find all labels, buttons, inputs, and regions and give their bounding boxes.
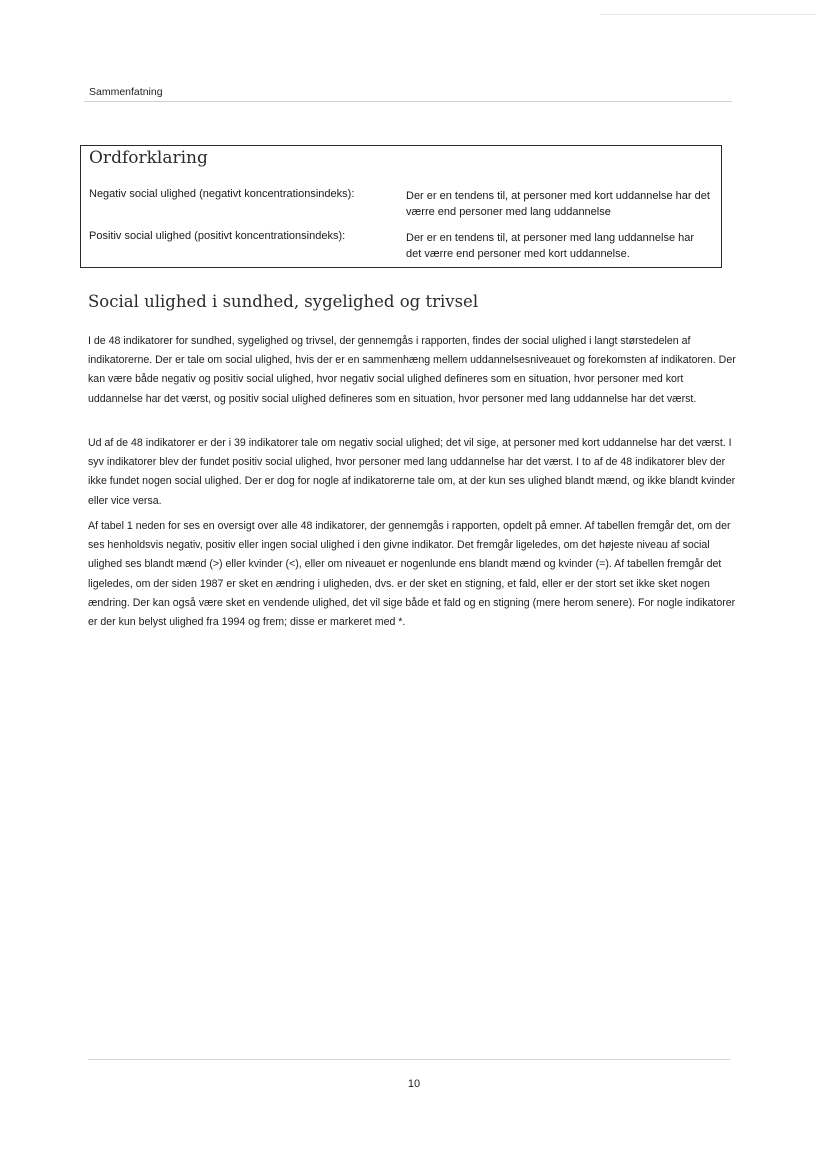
glossary-term-positive: Positiv social ulighed (positivt koncentrationsindeks): [89, 230, 346, 242]
footer-divider [88, 1059, 730, 1060]
body-paragraph: Ud af de 48 indikatorer er der i 39 indikatorer tale om negativ social ulighed; det vil sige, at personer med kort uddannelse har det værst. I syv indikatorer blev der fundet positiv social ulighed, hvor personer med lang uddannelse har det værst. I to af de 48 indikatorer blev der ikke fundet nogen social ulighed. Der er dog for nogle af indikatorerne tale om, at der kun ses ulighed blandt mænd, og ikke blandt kvinder eller vice versa. [88, 437, 736, 507]
scan-edge-line [600, 14, 816, 15]
glossary-box [80, 145, 722, 268]
body-paragraph: I de 48 indikatorer for sundhed, sygelighed og trivsel, der gennemgås i rapporten, findes der social ulighed i langt størstedelen af indikatorerne. Der er tale om social ulighed, hvis der er en sammenhæng mellem uddannelsesniveauet og forekomsten af indikatoren. Der kan være både negativ og positiv social ulighed, hvor negativ social ulighed defineres som en situation, hvor personer med kort uddannelse har det værst, og positiv social ulighed defineres som en situation, hvor personer med lang uddannelse har det værst. [88, 335, 736, 405]
header-divider [84, 101, 732, 102]
page-number: 10 [407, 1078, 421, 1090]
running-header: Sammenfatning [89, 86, 163, 98]
glossary-title: Ordforklaring [89, 148, 208, 168]
section-heading: Social ulighed i sundhed, sygelighed og trivsel [88, 292, 479, 311]
glossary-term-negative: Negativ social ulighed (negativt koncentrationsindeks): [89, 188, 355, 200]
glossary-definition-negative: Der er en tendens til, at personer med kort uddannelse har det værre end personer med lang uddannelse [406, 190, 710, 218]
glossary-definition-positive: Der er en tendens til, at personer med lang uddannelse har det værre end personer med kort uddannelse. [406, 232, 695, 260]
body-paragraph: Af tabel 1 neden for ses en oversigt over alle 48 indikatorer, der gennemgås i rapporten, opdelt på emner. Af tabellen fremgår det, om der ses henholdsvis negativ, positiv eller ingen social ulighed i den givne indikator. Det fremgår ligeledes, om det højeste niveau af social ulighed ses blandt mænd (>) eller kvinder (<), eller om niveauet er nogenlunde ens blandt mænd og kvinder (=). Af tabellen fremgår det ligeledes, om der siden 1987 er sket en ændring i uligheden, dvs. er der sket en stigning, et fald, eller er der stort set ikke sket nogen ændring. Der kan også være sket en vendende ulighed, det vil sige både et fald og en stigning (mere herom senere). For nogle indikatorer er der kun belyst ulighed fra 1994 og frem; disse er markeret med *. [88, 520, 736, 629]
